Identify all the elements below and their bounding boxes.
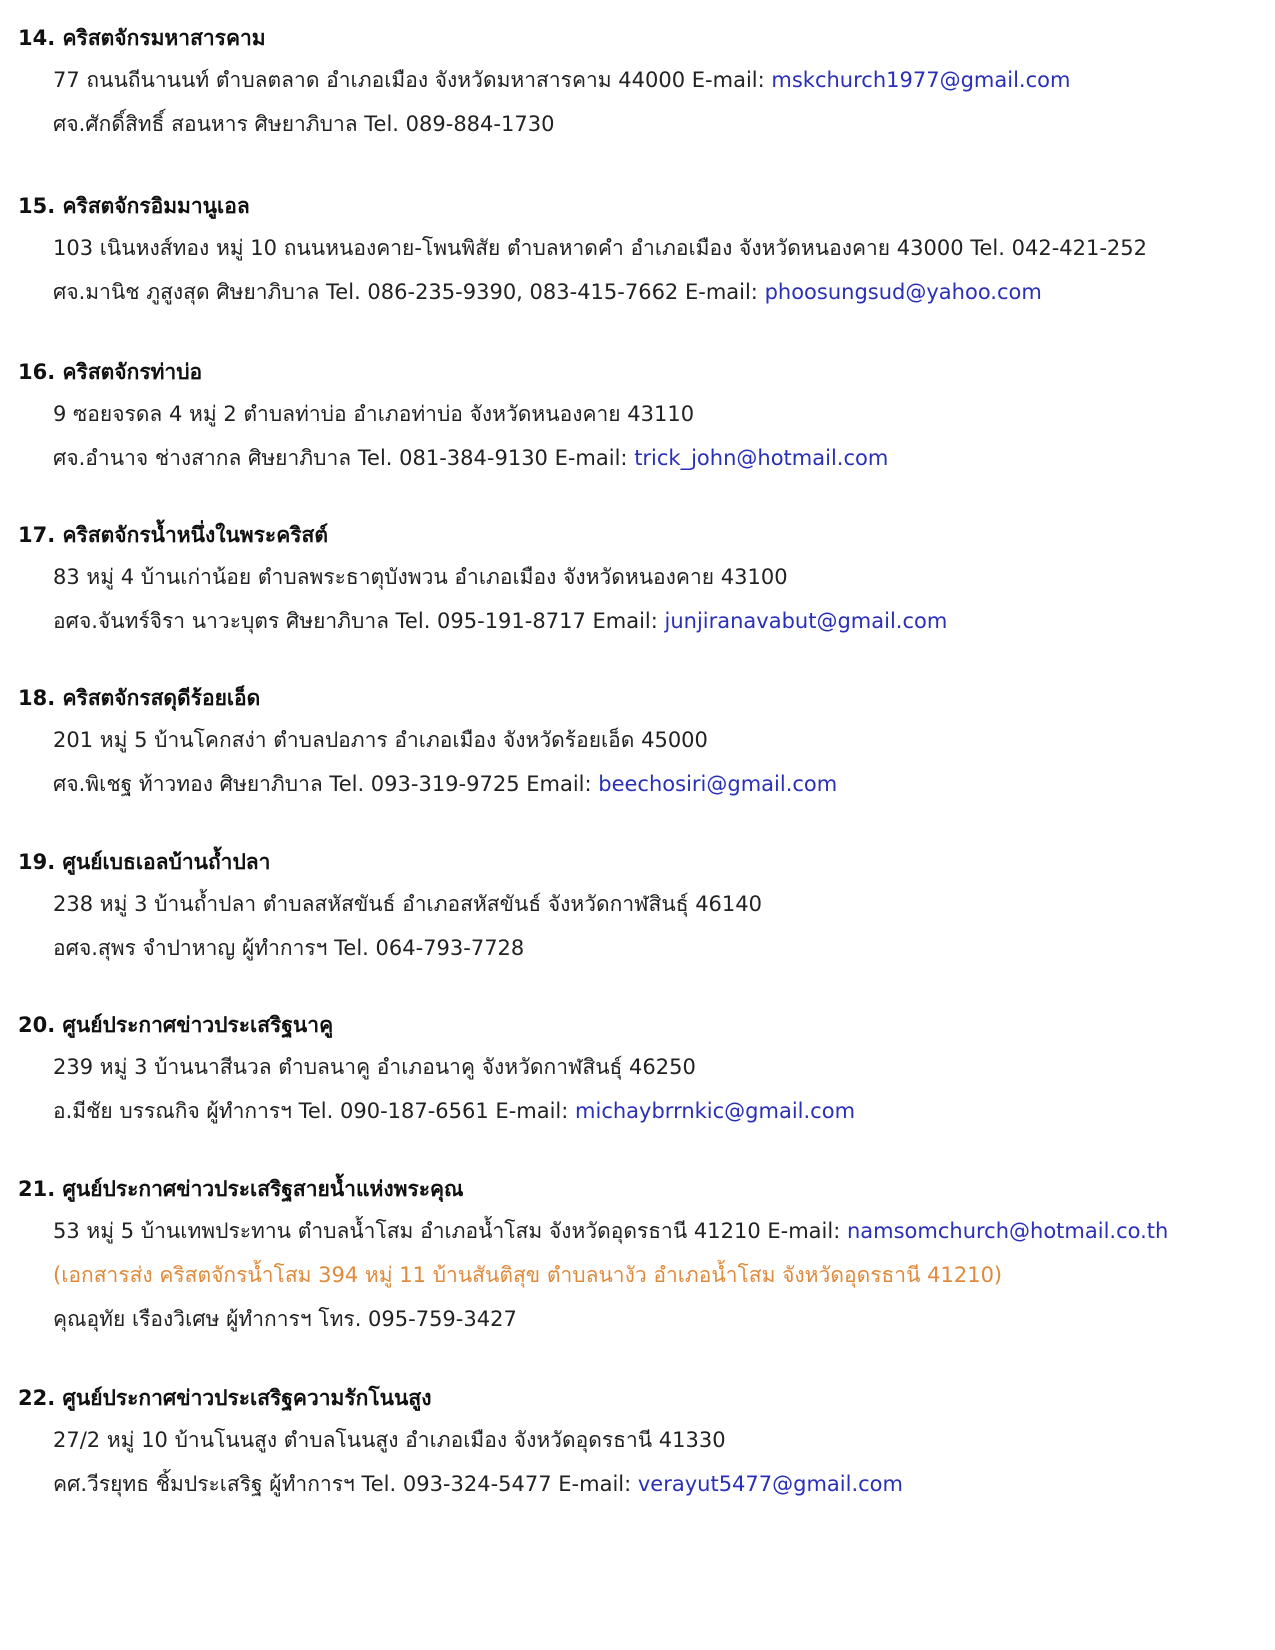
church-entry-19: [18, 842, 1258, 970]
entry-title: 18. คริสตจักรสดุดีร้อยเอ็ด: [18, 686, 261, 710]
email-link[interactable]: verayut5477@gmail.com: [637, 1472, 903, 1496]
entry-title: 21. ศูนย์ประกาศข่าวประเสริฐสายน้ำแห่งพระคุณ: [18, 1177, 464, 1201]
email-link[interactable]: junjiranavabut@gmail.com: [664, 609, 948, 633]
entry-contact: อศจ.สุพร จำปาหาญ ผู้ทำการฯ Tel. 064-793-7728: [53, 936, 525, 960]
church-entry-16: [18, 352, 1258, 480]
email-link[interactable]: namsomchurch@hotmail.co.th: [846, 1219, 1169, 1243]
church-entry-21: [18, 1169, 1258, 1341]
entry-title: 19. ศูนย์เบธเอลบ้านถ้ำปลา: [18, 850, 271, 874]
entry-address: [53, 58, 1258, 102]
entry-contact: [53, 1089, 1258, 1133]
entry-title: 14. คริสตจักรมหาสารคาม: [18, 26, 266, 50]
entry-contact: [53, 1462, 1258, 1506]
email-link[interactable]: phoosungsud@yahoo.com: [764, 280, 1042, 304]
contact-text: ศจ.พิเชฐ ท้าวทอง ศิษยาภิบาล Tel. 093-319-9725 Email:: [53, 772, 599, 796]
entry-contact: [53, 762, 1258, 806]
entry-address: 83 หมู่ 4 บ้านเก่าน้อย ตำบลพระธาตุบังพวน อำเภอเมือง จังหวัดหนองคาย 43100: [53, 565, 788, 589]
church-entry-17: [18, 515, 1258, 643]
entry-title: 20. ศูนย์ประกาศข่าวประเสริฐนาคู: [18, 1013, 334, 1037]
contact-text: ศจ.มานิช ภูสูงสุด ศิษยาภิบาล Tel. 086-235-9390, 083-415-7662 E-mail:: [53, 280, 765, 304]
entry-contact: [53, 599, 1258, 643]
entry-title: 22. ศูนย์ประกาศข่าวประเสริฐความรักโนนสูง: [18, 1386, 432, 1410]
contact-text: ศจ.อำนาจ ช่างสากล ศิษยาภิบาล Tel. 081-384-9130 E-mail:: [53, 446, 635, 470]
church-entry-14: [18, 18, 1258, 146]
entry-contact: ศจ.ศักดิ์สิทธิ์ สอนหาร ศิษยาภิบาล Tel. 089-884-1730: [53, 112, 555, 136]
entry-title: 17. คริสตจักรน้ำหนึ่งในพระคริสต์: [18, 523, 328, 547]
entry-address: 201 หมู่ 5 บ้านโคกสง่า ตำบลปอภาร อำเภอเมือง จังหวัดร้อยเอ็ด 45000: [53, 728, 708, 752]
entry-mailing-note: (เอกสารส่ง คริสตจักรน้ำโสม 394 หมู่ 11 บ้านสันติสุข ตำบลนางัว อำเภอน้ำโสม จังหวัดอุดรธานี 41210): [53, 1263, 1003, 1287]
church-entry-18: [18, 678, 1258, 806]
entry-contact: คุณอุทัย เรืองวิเศษ ผู้ทำการฯ โทร. 095-759-3427: [53, 1307, 517, 1331]
entry-address: 27/2 หมู่ 10 บ้านโนนสูง ตำบลโนนสูง อำเภอเมือง จังหวัดอุดรธานี 41330: [53, 1428, 726, 1452]
church-entry-15: [18, 186, 1258, 314]
email-link[interactable]: trick_john@hotmail.com: [634, 446, 889, 470]
entry-address: 9 ซอยจรดล 4 หมู่ 2 ตำบลท่าบ่อ อำเภอท่าบ่อ จังหวัดหนองคาย 43110: [53, 402, 695, 426]
church-entry-20: [18, 1005, 1258, 1133]
entry-address: 103 เนินหงส์ทอง หมู่ 10 ถนนหนองคาย-โพนพิสัย ตำบลหาดคำ อำเภอเมือง จังหวัดหนองคาย 43000 Tel. 042-421-252: [53, 236, 1148, 260]
address-text: 77 ถนนถีนานนท์ ตำบลตลาด อำเภอเมือง จังหวัดมหาสารคาม 44000 E-mail:: [53, 68, 772, 92]
entry-title: 16. คริสตจักรท่าบ่อ: [18, 360, 203, 384]
email-link[interactable]: michaybrrnkic@gmail.com: [575, 1099, 856, 1123]
entry-address: 239 หมู่ 3 บ้านนาสีนวล ตำบลนาคู อำเภอนาคู จังหวัดกาฬสินธุ์ 46250: [53, 1055, 696, 1079]
contact-text: คศ.วีรยุทธ ชิ้มประเสริฐ ผู้ทำการฯ Tel. 093-324-5477 E-mail:: [53, 1472, 638, 1496]
address-text: 53 หมู่ 5 บ้านเทพประทาน ตำบลน้ำโสม อำเภอน้ำโสม จังหวัดอุดรธานี 41210 E-mail:: [53, 1219, 847, 1243]
entry-contact: [53, 436, 1258, 480]
entry-contact: [53, 270, 1258, 314]
church-entry-22: [18, 1378, 1258, 1506]
contact-text: อศจ.จันทร์จิรา นาวะบุตร ศิษยาภิบาล Tel. 095-191-8717 Email:: [53, 609, 665, 633]
entry-address: [53, 1209, 1258, 1253]
email-link[interactable]: mskchurch1977@gmail.com: [771, 68, 1071, 92]
contact-text: อ.มีชัย บรรณกิจ ผู้ทำการฯ Tel. 090-187-6561 E-mail:: [53, 1099, 576, 1123]
entry-address: 238 หมู่ 3 บ้านถ้ำปลา ตำบลสหัสขันธ์ อำเภอสหัสขันธ์ จังหวัดกาฬสินธุ์ 46140: [53, 892, 762, 916]
email-link[interactable]: beechosiri@gmail.com: [598, 772, 838, 796]
entry-title: 15. คริสตจักรอิมมานูเอล: [18, 194, 250, 218]
